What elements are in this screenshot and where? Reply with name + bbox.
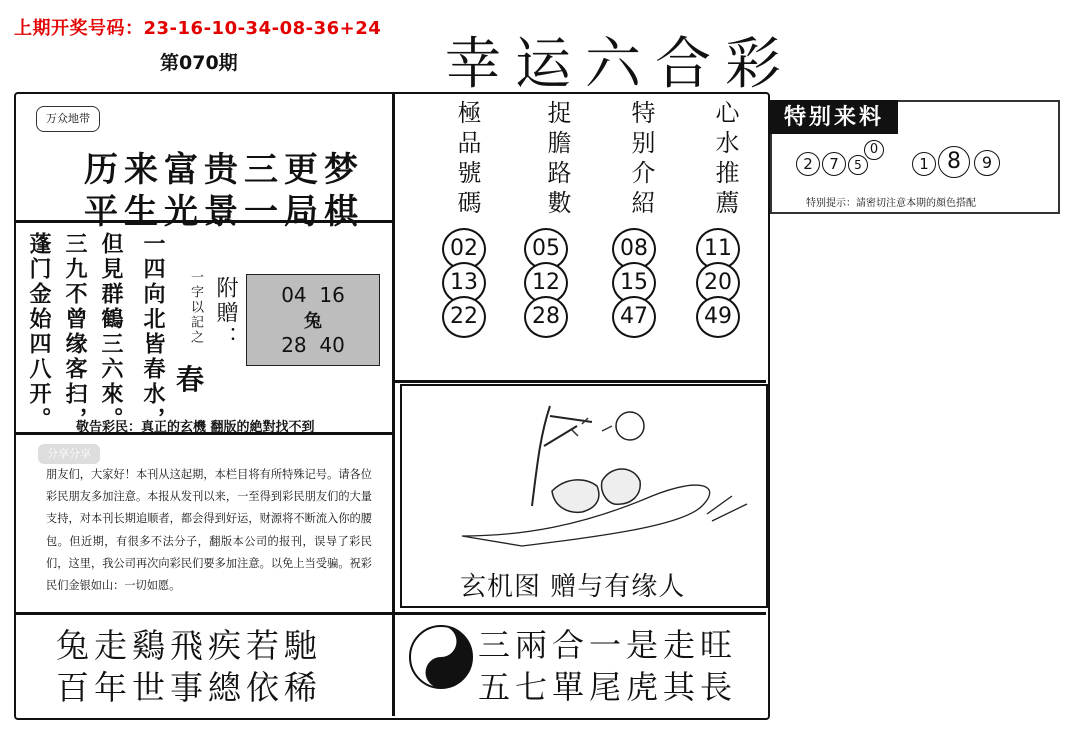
circled-digit: 8 — [938, 146, 970, 178]
number-ball: 20 — [696, 262, 740, 304]
issue-number: 第070期 — [160, 52, 238, 74]
bottom-left-line-2: 百年世事總依稀 — [56, 668, 322, 707]
center-divider — [392, 94, 395, 716]
bottom-right-line-1: 三兩合一是走旺 — [478, 626, 738, 664]
poem-column-2: 但見群鶴三六來。 — [98, 232, 124, 432]
gift-zodiac: 兔 — [304, 311, 322, 332]
bottom-right-line-2: 五七單尾虎其長 — [478, 668, 738, 706]
circled-digit: 1 — [912, 152, 936, 176]
previous-result: 上期开奖号码：23-16-10-34-08-36+24 — [14, 18, 382, 39]
number-ball: 13 — [442, 262, 486, 304]
letter-tag: 分享分享 — [38, 444, 100, 464]
poem-column-1: 一四向北皆春水， — [140, 232, 166, 432]
column-head-2: 捉膽路數 — [543, 100, 571, 220]
gift-label: 附贈： — [213, 276, 238, 351]
number-ball: 47 — [612, 296, 656, 338]
gift-box — [246, 274, 380, 366]
number-ball: 49 — [696, 296, 740, 338]
gift-numbers-row-1: 04 16 — [281, 283, 345, 307]
column-head-3: 特别介紹 — [627, 100, 655, 220]
hint-vertical: 一字以記之 — [188, 270, 203, 345]
special-hint: 特别提示：請密切注意本期的顏色搭配 — [806, 198, 976, 209]
page-title: 幸运六合彩 — [445, 32, 795, 97]
picture-frame — [400, 384, 768, 608]
circled-digit: 2 — [796, 152, 820, 176]
couplet-line-1: 历来富贵三更梦 — [84, 150, 364, 190]
circled-digit: 5 — [848, 155, 868, 175]
couplet-line-2: 平生光景一局棋 — [84, 192, 364, 232]
answer-char: 春 — [176, 363, 205, 396]
column-head-1: 極品號碼 — [453, 100, 481, 220]
yinyang-icon — [408, 624, 474, 690]
number-ball: 28 — [524, 296, 568, 338]
poem-column-3: 三九不曾缘客扫， — [62, 232, 88, 432]
letter-paragraph: 朋友们，大家好！本刊从这起期，本栏目将有所特殊记号。请各位彩民朋友多加注意。本报从发刊以来，一至得到彩民朋友们的大量支持，对本刊长期追顺者，都会得到好运，财源将不断流入你的腰包。但近期，有很多不法分子，翻版本公司的报刊，误导了彩民们，这里，我公司再次向彩民们要多加注意。以免上当受骗。祝彩民们金银如山：一切如愿。 — [46, 468, 372, 593]
right-divider-1 — [394, 380, 766, 383]
number-ball: 02 — [442, 228, 486, 270]
circled-digit: 7 — [822, 152, 846, 176]
goats-illustration — [402, 386, 766, 556]
number-ball: 05 — [524, 228, 568, 270]
circled-digit: 0 — [864, 140, 884, 160]
left-divider-3 — [16, 612, 392, 615]
column-head-4: 心水推薦 — [711, 100, 739, 220]
number-ball: 08 — [612, 228, 656, 270]
gift-numbers-row-2: 28 40 — [281, 333, 345, 357]
stamp-label: 万众地带 — [36, 106, 100, 132]
circled-digit: 9 — [974, 150, 1000, 176]
right-divider-2 — [394, 612, 766, 615]
picture-caption: 玄机图 赠与有缘人 — [460, 572, 686, 602]
number-ball: 12 — [524, 262, 568, 304]
number-ball: 11 — [696, 228, 740, 270]
poem-column-4: 蓬门金始四八开。 — [26, 232, 52, 432]
number-ball: 15 — [612, 262, 656, 304]
number-ball: 22 — [442, 296, 486, 338]
special-tag: 特别来料 — [770, 100, 898, 134]
notice-text: 敬告彩民：真正的玄機 翻版的絶對找不到 — [76, 420, 315, 435]
bottom-left-line-1: 兔走鷄飛疾若馳 — [56, 626, 322, 665]
